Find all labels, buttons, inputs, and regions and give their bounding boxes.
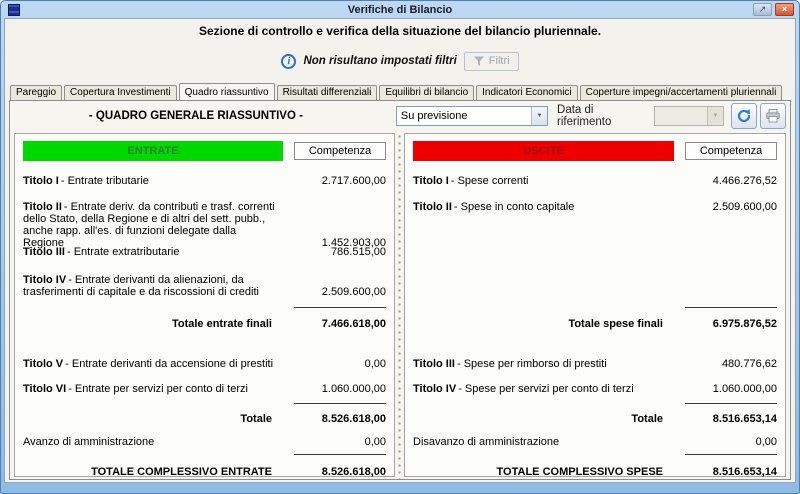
- subtotal-value: 8.516.653,14: [712, 413, 777, 425]
- panels-area: [10, 131, 790, 479]
- row-desc: - Spese correnti: [450, 175, 529, 187]
- refresh-icon: [736, 108, 752, 124]
- entrate-column-header: Competenza: [294, 142, 386, 160]
- budget-row: [413, 197, 777, 213]
- tab-pareggio[interactable]: Pareggio: [10, 85, 62, 100]
- grand-total-label: TOTALE COMPLESSIVO ENTRATE: [91, 466, 272, 478]
- budget-row: [413, 161, 777, 187]
- uscite-header-bar: USCITE: [413, 141, 674, 161]
- row-title: Titolo V: [23, 358, 64, 370]
- row-title: Titolo IV: [23, 274, 67, 286]
- subtotal-row: [413, 399, 777, 433]
- page-subtitle: Sezione di controllo e verifica della situazione del bilancio pluriennale.: [198, 24, 602, 38]
- row-value: 1.060.000,00: [712, 383, 777, 395]
- filter-status-text: Non risultano impostati filtri: [303, 55, 457, 67]
- date-select[interactable]: [654, 106, 723, 126]
- subtotal-row: [23, 399, 386, 433]
- panel-splitter[interactable]: [396, 133, 403, 479]
- tab-risultati-differenziali[interactable]: Risultati differenziali: [277, 85, 378, 100]
- row-label: Avanzo di amministrazione: [23, 436, 155, 448]
- entrate-panel: [14, 133, 395, 477]
- budget-row: [413, 351, 777, 370]
- row-value: 1.452.903,00: [321, 237, 386, 249]
- row-value: 786.515,00: [330, 246, 386, 258]
- tab-equilibri-di-bilancio[interactable]: Equilibri di bilancio: [379, 85, 474, 100]
- subtotal-label: Totale: [240, 413, 272, 425]
- window-title: Verifiche di Bilancio: [347, 3, 453, 16]
- subtotal-value: 7.466.618,00: [321, 318, 386, 330]
- budget-row: [413, 433, 777, 448]
- budget-row: [23, 433, 386, 448]
- grand-total-row: [413, 449, 777, 476]
- separator-line: [685, 307, 777, 308]
- titlebar[interactable]: [4, 1, 796, 18]
- info-icon: i: [281, 54, 296, 69]
- grand-total-value: 8.526.618,00: [321, 466, 386, 478]
- row-title: Titolo VI: [23, 383, 67, 395]
- row-value: 2.509.600,00: [321, 286, 386, 298]
- uscite-column-header: Competenza: [685, 142, 777, 160]
- row-title: Titolo I: [23, 175, 59, 187]
- grand-total-value: 8.516.653,14: [712, 466, 777, 478]
- separator-line: [685, 454, 777, 455]
- budget-row: [23, 241, 386, 258]
- close-button[interactable]: ×: [775, 3, 794, 16]
- section-title: - QUADRO GENERALE RIASSUNTIVO -: [88, 110, 303, 122]
- row-desc: - Entrate tributarie: [60, 175, 149, 187]
- filter-button[interactable]: [464, 52, 519, 71]
- view-select[interactable]: [396, 106, 548, 126]
- restore-button[interactable]: ↗: [753, 3, 772, 16]
- row-value: 4.466.276,52: [712, 175, 777, 187]
- tab-strip: [5, 83, 795, 100]
- tab-copertura-investimenti[interactable]: Copertura Investimenti: [64, 85, 177, 100]
- row-value: 0,00: [364, 358, 386, 370]
- row-title: Titolo III: [23, 246, 65, 258]
- tab-coperture-impegni[interactable]: Coperture impegni/accertamenti pluriennali: [580, 85, 783, 100]
- toolbar: [10, 101, 790, 131]
- row-value: 2.717.600,00: [321, 175, 386, 187]
- budget-row: [413, 376, 777, 395]
- subtotal-row: [23, 301, 386, 351]
- budget-row: [23, 269, 386, 298]
- printer-icon: [765, 108, 781, 124]
- subtotal-value: 8.526.618,00: [321, 413, 386, 425]
- view-select-value: Su previsione: [400, 110, 468, 122]
- row-title: Titolo II: [23, 201, 62, 213]
- budget-row: [23, 351, 386, 370]
- row-title: Titolo IV: [413, 383, 457, 395]
- row-value: 480.776,62: [721, 358, 777, 370]
- funnel-icon: [473, 56, 485, 67]
- date-select-value: [655, 107, 706, 125]
- subtotal-label: Totale entrate finali: [171, 318, 272, 330]
- subtotal-value: 6.975.876,52: [712, 318, 777, 330]
- budget-row: [23, 161, 386, 187]
- empty-row: [413, 269, 777, 301]
- separator-line: [294, 307, 386, 308]
- separator-line: [685, 403, 777, 404]
- row-value: 2.509.600,00: [712, 201, 777, 213]
- separator-line: [294, 454, 386, 455]
- row-desc: - Entrate derivanti da accensione di prestiti: [65, 358, 274, 370]
- row-desc: - Entrate per servizi per conto di terzi: [68, 383, 248, 395]
- row-label: Disavanzo di amministrazione: [413, 436, 560, 448]
- row-title: Titolo II: [413, 201, 452, 213]
- date-reference-label: Data di riferimento: [557, 104, 612, 128]
- tab-quadro-riassuntivo[interactable]: Quadro riassuntivo: [179, 83, 275, 100]
- grand-total-label: TOTALE COMPLESSIVO SPESE: [496, 466, 663, 478]
- window-content: [4, 18, 796, 483]
- budget-row: [23, 376, 386, 395]
- grand-total-row: [23, 449, 386, 476]
- separator-line: [294, 403, 386, 404]
- row-desc: - Spese per rimborso di prestiti: [456, 358, 607, 370]
- subtotal-label: Totale spese finali: [568, 318, 663, 330]
- filter-status-row: [5, 51, 795, 71]
- chevron-down-icon: ▼: [707, 107, 723, 125]
- row-desc: - Entrate deriv. da contributi e trasf. correnti dello Stato, della Regione e di altri del sett. pubb., anche rapp. all'es. di funzioni delegate dalla Regione: [23, 201, 275, 249]
- refresh-button[interactable]: [731, 103, 757, 129]
- print-button[interactable]: [760, 103, 786, 129]
- subtotal-label: Totale: [631, 413, 663, 425]
- row-value: 0,00: [755, 436, 777, 448]
- row-value: 0,00: [364, 436, 386, 448]
- row-desc: - Entrate extratributarie: [66, 246, 180, 258]
- row-desc: - Entrate derivanti da alienazioni, da trasferimenti di capitale e da riscossioni di crediti: [23, 274, 259, 298]
- row-value: 1.060.000,00: [321, 383, 386, 395]
- chevron-down-icon[interactable]: ▼: [531, 107, 547, 125]
- empty-row: [413, 241, 777, 269]
- uscite-panel: [404, 133, 786, 477]
- row-title: Titolo I: [413, 175, 449, 187]
- subtotal-row: [413, 301, 777, 351]
- tab-page: [9, 100, 791, 480]
- row-desc: - Spese in conto capitale: [453, 201, 575, 213]
- row-desc: - Spese per servizi per conto di terzi: [458, 383, 634, 395]
- tab-indicatori-economici[interactable]: Indicatori Economici: [476, 85, 577, 100]
- row-title: Titolo III: [413, 358, 455, 370]
- filter-button-label: Filtri: [488, 55, 510, 67]
- entrate-header-bar: ENTRATE: [23, 141, 283, 161]
